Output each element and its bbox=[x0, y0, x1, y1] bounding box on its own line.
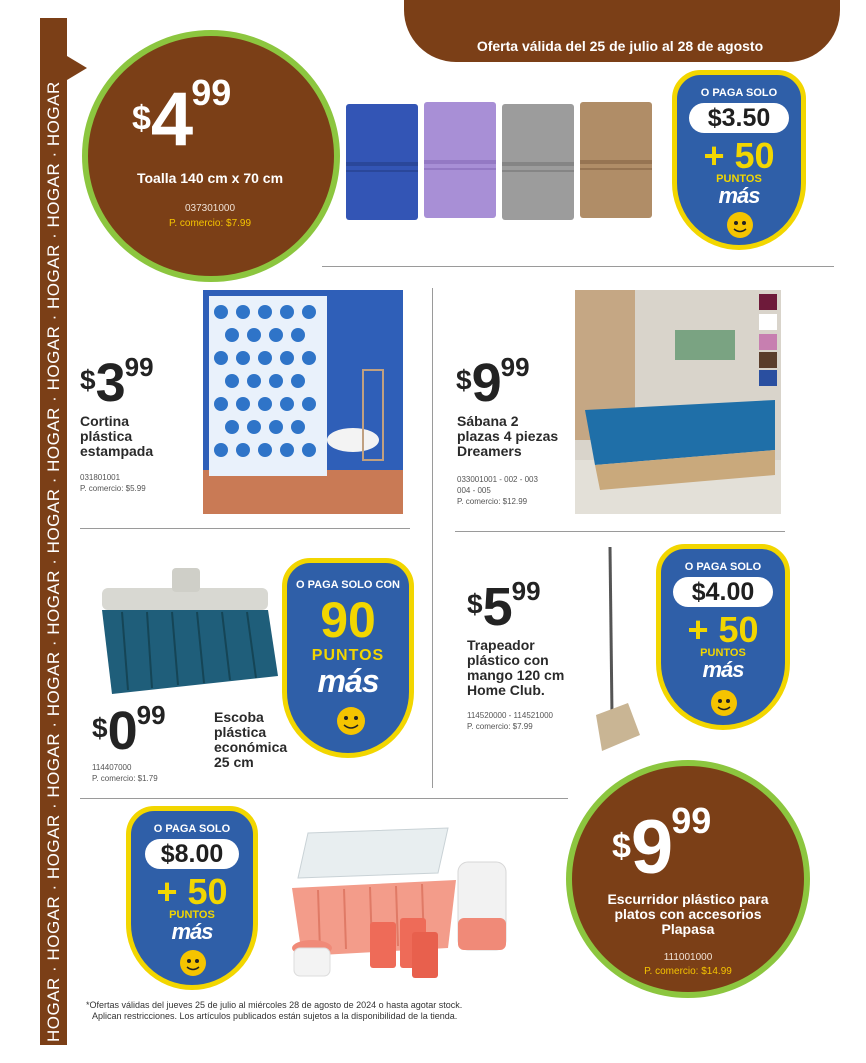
mas-logo: más bbox=[702, 657, 744, 682]
broom-image bbox=[92, 566, 282, 698]
escoba-points-badge bbox=[282, 558, 414, 758]
badge-price: $4.00 bbox=[673, 577, 773, 607]
mop-image bbox=[588, 545, 648, 757]
mascot-icon bbox=[178, 947, 208, 977]
toalla-points-badge bbox=[672, 70, 806, 250]
footer-disclaimer: *Ofertas válidas del jueves 25 de julio al miércoles 28 de agosto de 2024 o hasta agotar stock. Aplican restricciones. Los artículos publicados están sujetos a la disponibilidad de la tienda. bbox=[86, 1000, 463, 1021]
escurridor-price: $999 bbox=[612, 800, 712, 890]
trapeador-code: 114520000 - 114521000 P. comercio: $7.99 bbox=[467, 711, 554, 731]
divider-top bbox=[322, 266, 834, 267]
mascot-icon bbox=[709, 687, 739, 717]
badge-puntos: PUNTOS bbox=[716, 173, 762, 185]
towel-blue bbox=[346, 104, 418, 220]
mascot-icon bbox=[725, 209, 755, 239]
mas-logo: más bbox=[718, 183, 760, 208]
escoba-code: 114407000 P. comercio: $1.79 bbox=[92, 763, 158, 783]
badge-title: O PAGA SOLO bbox=[153, 823, 231, 835]
escurridor-comercio-price: P. comercio: $14.99 bbox=[644, 966, 732, 977]
divider-mid-left bbox=[80, 528, 410, 529]
shower-curtain-image bbox=[203, 290, 403, 514]
cortina-price: $399 bbox=[80, 352, 154, 413]
badge-puntos: PUNTOS bbox=[700, 647, 746, 659]
swatch-4 bbox=[759, 370, 777, 386]
mascot-icon bbox=[334, 703, 368, 737]
escurridor-name: Escurridor plástico para platos con accesorios Plapasa bbox=[607, 891, 769, 937]
cortina-code: 031801001 P. comercio: $5.99 bbox=[80, 473, 146, 493]
swatch-0 bbox=[759, 294, 777, 310]
escoba-price: $099 bbox=[92, 700, 166, 761]
side-category-label: HOGAR · HOGAR · HOGAR · HOGAR · HOGAR · HOGAR · HOGAR · HOGAR · HOGAR · HOGAR · HOGAR · HOGAR bbox=[44, 81, 63, 1042]
side-stripe-notch bbox=[67, 56, 87, 80]
toalla-code: 037301000 bbox=[184, 203, 236, 214]
trapeador-name: Trapeador plástico con mango 120 cm Home Club. bbox=[467, 637, 565, 698]
bedsheet-image bbox=[575, 290, 781, 514]
swatch-2 bbox=[759, 334, 777, 350]
mas-logo: más bbox=[171, 919, 213, 944]
badge-points-number: 90 bbox=[320, 592, 376, 648]
dish-rack-image bbox=[288, 818, 528, 990]
towel-beige bbox=[580, 102, 652, 218]
badge-puntos: PUNTOS bbox=[311, 647, 385, 664]
divider-lower bbox=[80, 798, 568, 799]
badge-plus-points: + 50 bbox=[703, 135, 775, 176]
badge-plus-points: + 50 bbox=[687, 609, 759, 650]
trapeador-price: $599 bbox=[467, 576, 541, 637]
badge-title: O PAGA SOLO bbox=[700, 87, 778, 99]
badge-price: $3.50 bbox=[689, 103, 789, 133]
towel-gray bbox=[502, 104, 574, 220]
toalla-price: $499 bbox=[132, 72, 232, 162]
validity-text: Oferta válida del 25 de julio al 28 de agosto bbox=[476, 38, 764, 54]
badge-plus-points: + 50 bbox=[156, 871, 228, 912]
cortina-name: Cortina plástica estampada bbox=[80, 413, 154, 459]
escoba-name: Escoba plástica económica 25 cm bbox=[214, 709, 288, 770]
mas-logo: más bbox=[317, 663, 379, 699]
divider-vertical bbox=[432, 288, 433, 788]
toalla-comercio-price: P. comercio: $7.99 bbox=[168, 218, 252, 229]
sabana-price: $999 bbox=[456, 352, 530, 413]
toalla-name: Toalla 140 cm x 70 cm bbox=[136, 170, 284, 186]
towel-lilac bbox=[424, 102, 496, 218]
divider-mid-right bbox=[455, 531, 785, 532]
escurridor-code: 111001000 bbox=[663, 952, 713, 963]
trapeador-points-badge bbox=[656, 544, 790, 730]
swatch-3 bbox=[759, 352, 777, 368]
badge-price: $8.00 bbox=[145, 839, 239, 869]
swatch-1 bbox=[759, 314, 777, 330]
badge-puntos: PUNTOS bbox=[169, 909, 215, 921]
badge-title: O PAGA SOLO CON bbox=[296, 579, 400, 591]
badge-title: O PAGA SOLO bbox=[684, 561, 762, 573]
sabana-code: 033001001 - 002 - 003 004 - 005 P. comercio: $12.99 bbox=[457, 475, 538, 506]
sabana-name: Sábana 2 plazas 4 piezas Dreamers bbox=[457, 413, 559, 459]
towels-image bbox=[344, 100, 654, 222]
escurridor-points-badge bbox=[126, 806, 258, 990]
